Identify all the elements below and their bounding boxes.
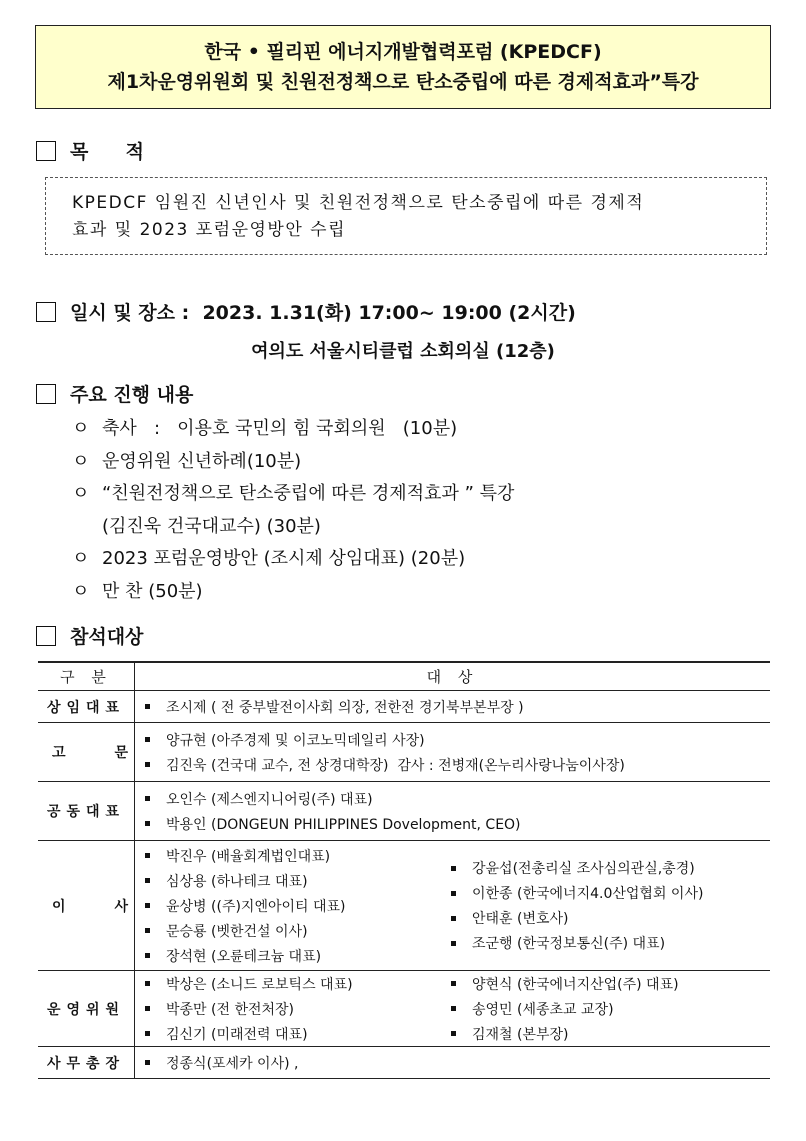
- bullet-icon: ㅇ: [72, 451, 90, 472]
- square-bullet-icon: [451, 981, 456, 986]
- list-item: [451, 931, 703, 956]
- row-category: 공동대표: [38, 782, 135, 841]
- list-item: [145, 996, 451, 1021]
- program-item-text: 운영위원 신년하례(10분): [102, 451, 302, 472]
- title-line-2: 제1차운영위원회 및 친원전정책으로 탄소중립에 따른 경제적효과”특강: [107, 71, 699, 93]
- bullet-icon: ㅇ: [72, 418, 90, 439]
- list-item-text: 이한종 (한국에너지4.0산업협회 이사): [472, 886, 704, 902]
- row-category-a: 고: [52, 745, 66, 761]
- program-item-text: “친원전정책으로 탄소중립에 따른 경제적효과 ” 특강: [102, 483, 515, 504]
- list-item-text: 심상용 (하나테크 대표): [166, 873, 308, 890]
- program-item: [72, 479, 514, 505]
- header-target: 대 상: [135, 662, 771, 691]
- list-item-text: 김재철 (본부장): [472, 1026, 569, 1043]
- table-row: [38, 782, 770, 841]
- list-item: [145, 918, 451, 943]
- list-item-text: 박종만 (전 한전처장): [166, 1001, 295, 1018]
- list-item: [145, 752, 770, 777]
- square-bullet-icon: [145, 953, 150, 958]
- list-item: [451, 856, 703, 881]
- list-item-text: 송영민 (세종초교 교장): [472, 1001, 614, 1018]
- list-item-text: 김진욱 (건국대 교수, 전 상경대학장) 감사 : 전병재(온누리사랑나눔이사장): [166, 757, 625, 774]
- purpose-box: [45, 177, 767, 255]
- venue: 여의도 서울시티클럽 소회의실 (12층): [251, 341, 555, 362]
- square-bullet-icon: [145, 762, 150, 767]
- table-row: [38, 691, 770, 723]
- list-item: [451, 996, 679, 1021]
- row-category: [38, 841, 135, 971]
- square-bullet-icon: [145, 853, 150, 858]
- purpose-line-2: 효과 및 2023 포럼운영방안 수립: [72, 220, 347, 240]
- list-item-text: 조시제 ( 전 중부발전이사회 의장, 전한전 경기북부본부장 ): [166, 699, 524, 716]
- square-bullet-icon: [145, 1060, 150, 1065]
- title-box: [35, 25, 771, 109]
- list-item-text: 박진우 (배율회계법인대표): [166, 848, 331, 865]
- program-item-continued: (김진욱 건국대교수) (30분): [102, 516, 321, 537]
- list-item-text: 강윤섭(전총리실 조사심의관실,총경): [472, 861, 695, 877]
- attendees-heading: [36, 622, 143, 649]
- checkbox-icon: [36, 302, 56, 322]
- list-item-text: 안태훈 (변호사): [472, 911, 569, 927]
- list-item: [451, 881, 703, 906]
- square-bullet-icon: [451, 1031, 456, 1036]
- program-heading-label: 주요 진행 내용: [70, 384, 194, 406]
- table-row: [38, 971, 770, 1047]
- square-bullet-icon: [145, 928, 150, 933]
- list-item: [145, 1021, 451, 1046]
- square-bullet-icon: [145, 981, 150, 986]
- list-item-text: 오인수 (제스엔지니어링(주) 대표): [166, 791, 373, 808]
- row-category: 상임대표: [38, 691, 135, 723]
- table-row: [38, 841, 770, 971]
- program-item: [72, 544, 465, 570]
- list-item: [145, 786, 770, 811]
- square-bullet-icon: [145, 737, 150, 742]
- list-item-text: 박상은 (소니드 로보틱스 대표): [166, 976, 353, 993]
- row-category: [38, 723, 135, 782]
- list-item: [145, 893, 451, 918]
- square-bullet-icon: [145, 903, 150, 908]
- list-item: [145, 943, 451, 968]
- bullet-icon: ㅇ: [72, 581, 90, 602]
- list-item-text: 정종식(포세카 이사) ,: [166, 1055, 299, 1072]
- square-bullet-icon: [451, 1006, 456, 1011]
- list-item-text: 문승룡 (벳한건설 이사): [166, 923, 308, 940]
- square-bullet-icon: [451, 866, 456, 871]
- bullet-icon: ㅇ: [72, 483, 90, 504]
- checkbox-icon: [36, 384, 56, 404]
- checkbox-icon: [36, 626, 56, 646]
- purpose-heading: [36, 137, 152, 164]
- square-bullet-icon: [451, 891, 456, 896]
- list-item-text: 양규현 (아주경제 및 이코노믹데일리 사장): [166, 732, 425, 749]
- list-item-text: 윤상병 ((주)지엔아이티 대표): [166, 898, 346, 915]
- list-item: [145, 727, 770, 752]
- program-item: [72, 414, 457, 440]
- attendees-table: [38, 661, 770, 1079]
- program-item: [72, 577, 203, 603]
- program-item-text: 만 찬 (50분): [102, 581, 203, 602]
- title-line-1: 한국 • 필리핀 에너지개발협력포럼 (KPEDCF): [204, 41, 602, 63]
- row-category: 사무총장: [38, 1047, 135, 1079]
- square-bullet-icon: [451, 941, 456, 946]
- header-category: 구 분: [38, 662, 135, 691]
- list-item-text: 조군행 (한국정보통신(주) 대표): [472, 936, 666, 952]
- purpose-line-1: KPEDCF 임원진 신년인사 및 친원전정책으로 탄소중립에 따른 경제적: [72, 193, 645, 213]
- schedule-heading: [36, 298, 576, 325]
- square-bullet-icon: [451, 916, 456, 921]
- table-row: [38, 1047, 770, 1079]
- row-category: 운영위원: [38, 971, 135, 1047]
- bullet-icon: ㅇ: [72, 548, 90, 569]
- program-item-text: 축사 : 이용호 국민의 힘 국회의원 (10분): [102, 418, 458, 439]
- schedule-heading-label: 일시 및 장소 : 2023. 1.31(화) 17:00~ 19:00 (2시간): [70, 302, 576, 324]
- list-item-text: 장석현 (오륜테크늄 대표): [166, 948, 322, 965]
- attendees-heading-label: 참석대상: [70, 626, 144, 648]
- square-bullet-icon: [145, 1006, 150, 1011]
- square-bullet-icon: [145, 878, 150, 883]
- list-item-text: 김신기 (미래전력 대표): [166, 1026, 308, 1043]
- list-item: [145, 811, 770, 836]
- square-bullet-icon: [145, 1031, 150, 1036]
- checkbox-icon: [36, 141, 56, 161]
- purpose-heading-label: 목 적: [70, 141, 152, 163]
- program-item-text: 2023 포럼운영방안 (조시제 상임대표) (20분): [102, 548, 466, 569]
- row-category-a: 이: [52, 898, 66, 915]
- list-item: [145, 843, 451, 868]
- program-heading: [36, 380, 193, 407]
- square-bullet-icon: [145, 821, 150, 826]
- list-item: [451, 906, 703, 931]
- list-item: [451, 971, 679, 996]
- table-header: [38, 662, 770, 691]
- table-row: [38, 723, 770, 782]
- row-category-b: 문: [114, 745, 128, 761]
- square-bullet-icon: [145, 796, 150, 801]
- list-item: [145, 1050, 770, 1075]
- list-item: [145, 971, 451, 996]
- list-item: [451, 1021, 679, 1046]
- list-item-text: 양현식 (한국에너지산업(주) 대표): [472, 976, 679, 993]
- list-item-text: 박용인 (DONGEUN PHILIPPINES Dovelopment, CEO): [166, 816, 521, 833]
- row-category-b: 사: [114, 898, 128, 915]
- list-item: [145, 694, 770, 719]
- list-item: [145, 868, 451, 893]
- square-bullet-icon: [145, 704, 150, 709]
- program-item: [72, 447, 301, 473]
